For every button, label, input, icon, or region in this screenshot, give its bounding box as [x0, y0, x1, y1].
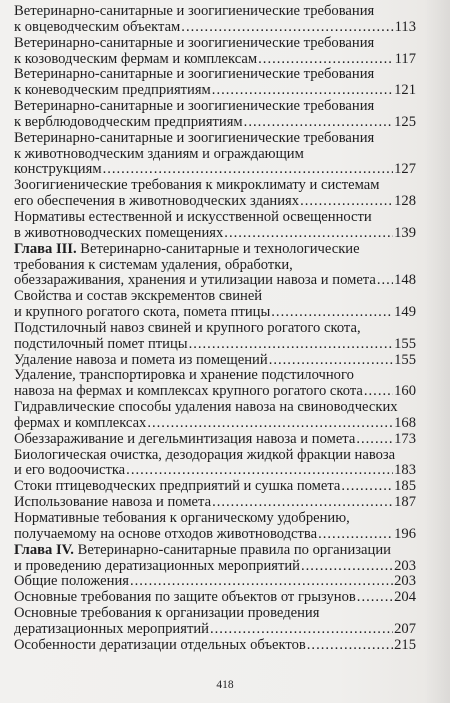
toc-page-number: 183 [394, 462, 416, 479]
toc-entry [14, 400, 416, 432]
toc-entry-text: Общие положения [14, 573, 129, 590]
dot-leader [130, 574, 393, 590]
toc-entry-last-line [14, 590, 416, 606]
toc-page-number: 168 [394, 414, 416, 431]
toc-entry-last-line [14, 353, 416, 369]
toc-entry-text: Ветеринарно-санитарные и зоогигиенические требования [14, 66, 375, 83]
toc-entry-text: и его водоочистка [14, 462, 126, 479]
toc-entry-text: конструкциям [14, 161, 102, 178]
toc-entry [14, 67, 416, 99]
toc-entry-text: Биологическая очистка, дезодорация жидкой фракции навоза [14, 446, 396, 463]
toc-page-number: 113 [394, 18, 416, 35]
dot-leader [210, 622, 393, 638]
toc-entry [14, 638, 416, 654]
toc-entry-line [14, 147, 416, 163]
toc-entry-last-line [14, 384, 416, 400]
toc-page-number: 160 [394, 383, 416, 400]
toc-page-number: 148 [394, 272, 416, 289]
toc-entry-text: Обеззараживание и дегельминтизация навоза и помета [14, 430, 356, 447]
toc-entry-text: навоза на фермах и комплексах крупного рогатого скота [14, 383, 363, 400]
toc-entry [14, 368, 416, 400]
toc-entry [14, 4, 416, 36]
toc-entry-line [14, 400, 416, 416]
table-of-contents [14, 4, 416, 654]
toc-entry-text: к коневодческим предприятиям [14, 82, 211, 99]
toc-entry-text: Ветеринарно-санитарные и зоогигиенические требования [14, 34, 375, 51]
toc-entry-line [14, 448, 416, 464]
toc-entry-last-line [14, 194, 416, 210]
toc-entry-text: его обеспечения в животноводческих зданиях [14, 193, 300, 210]
toc-entry-text: Ветеринарно-санитарные и зоогигиенические требования [14, 129, 375, 146]
toc-entry-text: к верблюдоводческим предприятиям [14, 113, 243, 130]
toc-entry-text: в животноводческих помещениях [14, 224, 224, 241]
toc-entry-last-line [14, 479, 416, 495]
toc-page-number: 196 [394, 525, 416, 542]
page-number: 418 [216, 679, 234, 691]
toc-entry-text: Ветеринарно-санитарные правила по организации [77, 541, 391, 558]
dot-leader [258, 52, 394, 68]
toc-entry-last-line [14, 416, 416, 432]
toc-page-number: 139 [394, 224, 416, 241]
toc-entry-text: Свойства и состав экскрементов свиней [14, 288, 263, 305]
toc-entry-text: подстилочный помет птицы [14, 335, 188, 352]
dot-leader [271, 305, 393, 321]
toc-entry [14, 178, 416, 210]
dot-leader [189, 337, 394, 353]
toc-entry-text: к овцеводческим объектам [14, 18, 181, 35]
toc-entry-last-line [14, 574, 416, 590]
toc-entry-text: и крупного рогатого скота, помета птицы [14, 304, 271, 321]
dot-leader [357, 590, 393, 606]
toc-page-number: 155 [394, 335, 416, 352]
toc-entry-text: Использование навоза и помета [14, 494, 212, 511]
toc-entry-line [14, 258, 416, 274]
toc-entry-text: дератизационных мероприятий [14, 620, 209, 637]
chapter-label: Глава III. [14, 240, 77, 257]
toc-page-number: 117 [394, 50, 416, 67]
dot-leader [147, 416, 393, 432]
toc-entry [14, 590, 416, 606]
dot-leader [269, 353, 393, 369]
toc-entry-line [14, 67, 416, 83]
chapter-label: Глава IV. [14, 541, 74, 558]
toc-entry [14, 448, 416, 480]
toc-entry-last-line [14, 463, 416, 479]
dot-leader [307, 638, 393, 654]
toc-entry-text: Особенности дератизации отдельных объектов [14, 636, 306, 653]
toc-entry-line [14, 131, 416, 147]
toc-entry [14, 574, 416, 590]
toc-entry [14, 353, 416, 369]
toc-entry-last-line [14, 337, 416, 353]
dot-leader [224, 226, 393, 242]
toc-entry-line [14, 511, 416, 527]
toc-entry-last-line [14, 305, 416, 321]
dot-leader [181, 20, 393, 36]
toc-entry-line [14, 210, 416, 226]
toc-page-number: 185 [394, 478, 416, 495]
toc-entry-text: обеззараживания, хранения и утилизации навоза и помета [14, 272, 376, 289]
toc-entry-text: Ветеринарно-санитарные и технологические [80, 240, 360, 257]
toc-entry [14, 321, 416, 353]
toc-page-number: 121 [394, 82, 416, 99]
toc-entry [14, 36, 416, 68]
toc-entry-line [14, 368, 416, 384]
toc-page-number: 203 [394, 557, 416, 574]
toc-entry-text: Основные требования к организации проведения [14, 605, 320, 622]
toc-entry-last-line [14, 162, 416, 178]
toc-entry-line [14, 242, 416, 258]
toc-entry-last-line [14, 226, 416, 242]
dot-leader [212, 83, 393, 99]
toc-entry [14, 131, 416, 179]
toc-entry-last-line [14, 622, 416, 638]
toc-entry-line [14, 606, 416, 622]
dot-leader [377, 273, 393, 289]
toc-page-number: 187 [394, 494, 416, 511]
toc-entry-line [14, 321, 416, 337]
toc-entry-text: Гидравлические способы удаления навоза на свиноводческих [14, 399, 398, 416]
toc-entry-text: к козоводческим фермам и комплексам [14, 50, 258, 67]
toc-entry-text: Нормативы естественной и искусственной освещенности [14, 208, 372, 225]
toc-entry-line [14, 36, 416, 52]
toc-entry-text: Подстилочный навоз свиней и крупного рогатого скота, [14, 319, 361, 336]
toc-entry-last-line [14, 83, 416, 99]
toc-page-number: 173 [394, 430, 416, 447]
toc-page-number: 204 [394, 589, 416, 606]
toc-entry-line [14, 289, 416, 305]
toc-entry-text: фермах и комплексах [14, 414, 147, 431]
toc-page-number: 215 [394, 636, 416, 653]
toc-entry-last-line [14, 52, 416, 68]
dot-leader [244, 115, 393, 131]
dot-leader [364, 384, 393, 400]
toc-page-number: 128 [394, 193, 416, 210]
toc-page-number: 127 [394, 161, 416, 178]
toc-page-number: 155 [394, 351, 416, 368]
toc-entry [14, 543, 416, 575]
toc-entry [14, 210, 416, 242]
toc-entry-last-line [14, 273, 416, 289]
toc-entry-text: Ветеринарно-санитарные и зоогигиенические требования [14, 3, 375, 19]
dot-leader [300, 194, 393, 210]
toc-entry-last-line [14, 432, 416, 448]
toc-page-number: 207 [394, 620, 416, 637]
toc-entry-text: Стоки птицеводческих предприятий и сушка помета [14, 478, 341, 495]
dot-leader [212, 495, 393, 511]
toc-entry-last-line [14, 638, 416, 654]
toc-entry-text: требования к системам удаления, обработки, [14, 256, 293, 273]
dot-leader [341, 479, 393, 495]
toc-entry [14, 511, 416, 543]
toc-entry [14, 432, 416, 448]
toc-page-number: 203 [394, 573, 416, 590]
page-edge-shadow [424, 0, 450, 703]
toc-entry-text: и проведению дератизационных мероприятий [14, 557, 300, 574]
toc-entry-line [14, 4, 416, 20]
toc-entry-text: Удаление, транспортировка и хранение подстилочного [14, 367, 354, 384]
toc-entry-text: Ветеринарно-санитарные и зоогигиенические требования [14, 98, 375, 115]
toc-entry [14, 495, 416, 511]
dot-leader [126, 463, 393, 479]
toc-entry-text: получаемому на основе отходов животноводства [14, 525, 318, 542]
dot-leader [318, 527, 393, 543]
dot-leader [103, 162, 394, 178]
toc-entry-line [14, 543, 416, 559]
toc-entry [14, 289, 416, 321]
toc-entry-last-line [14, 115, 416, 131]
toc-entry-text: Удаление навоза и помета из помещений [14, 351, 268, 368]
toc-entry-last-line [14, 20, 416, 36]
toc-entry [14, 99, 416, 131]
toc-entry-text: Нормативные тебования к органическому удобрению, [14, 510, 350, 526]
toc-entry-text: Основные требования по защите объектов от грызунов [14, 589, 356, 606]
dot-leader [356, 432, 393, 448]
toc-entry-line [14, 99, 416, 115]
toc-entry-last-line [14, 527, 416, 543]
toc-entry-last-line [14, 559, 416, 575]
toc-entry [14, 242, 416, 290]
toc-entry-line [14, 178, 416, 194]
toc-entry [14, 606, 416, 638]
toc-page-number: 125 [394, 113, 416, 130]
toc-entry-text: Зоогигиенические требования к микроклимату и системам [14, 177, 380, 194]
toc-entry [14, 479, 416, 495]
toc-entry-last-line [14, 495, 416, 511]
toc-page-number: 149 [394, 304, 416, 321]
toc-entry-text: к животноводческим зданиям и ограждающим [14, 145, 304, 162]
dot-leader [301, 559, 393, 575]
